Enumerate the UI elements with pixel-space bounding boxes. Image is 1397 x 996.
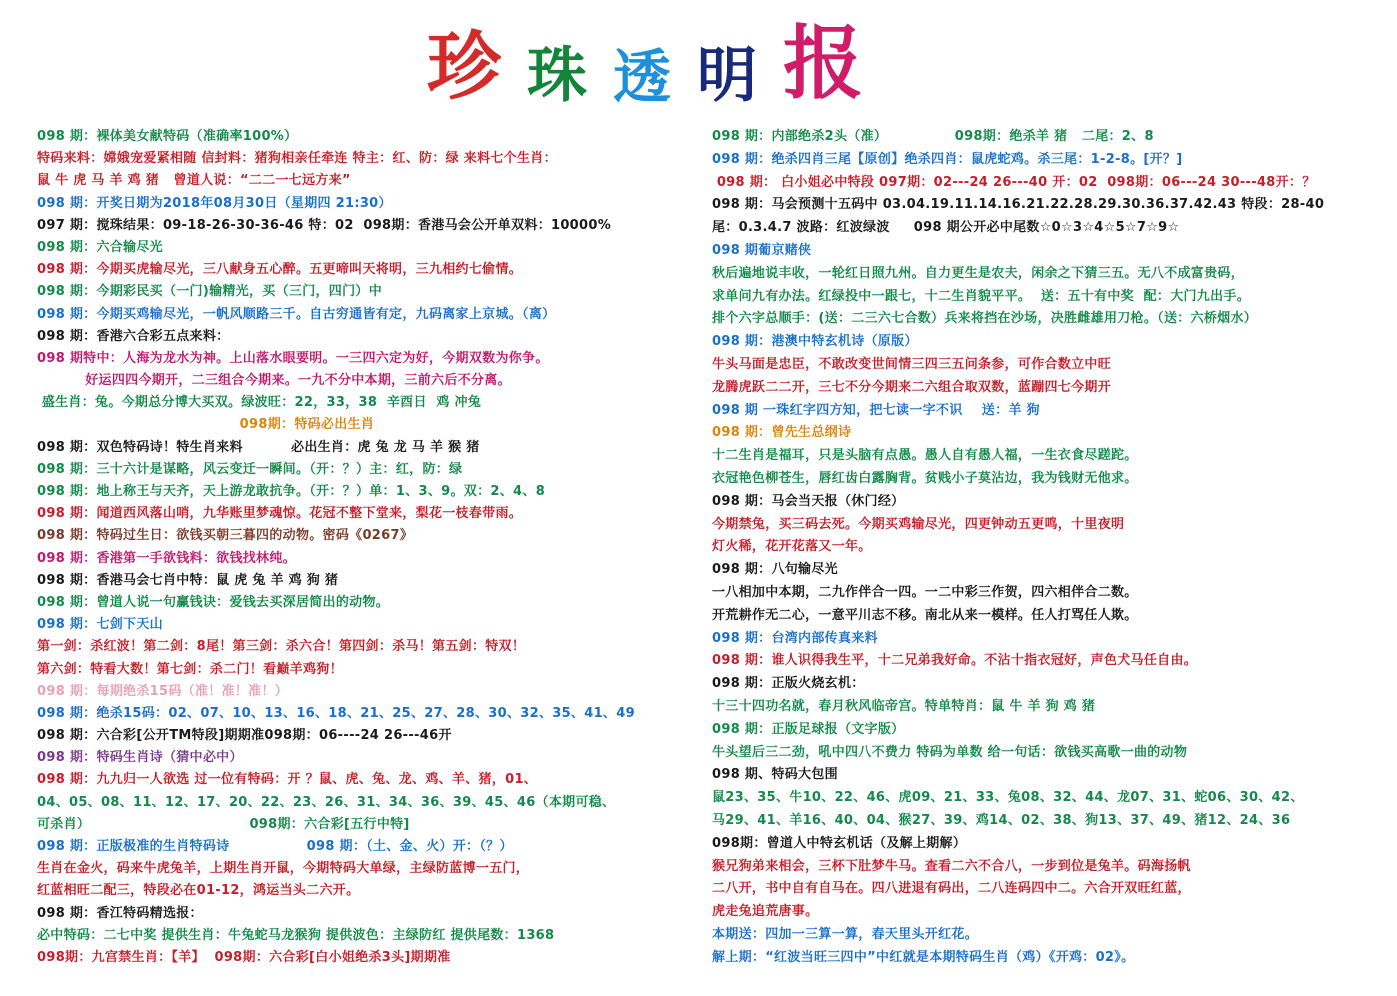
text-line: 098 期：香港马会七肖中特：鼠 虎 兔 羊 鸡 狗 猪 [37, 572, 339, 588]
right-column [712, 126, 1387, 969]
text-line: 098 期：双色特码诗！特生肖来料 必出生肖：虎 兔 龙 马 羊 猴 猪 [37, 439, 480, 455]
text-line: 尾：0.3.4.7 波路：红波绿波 098 期公开必中尾数☆0☆3☆4☆5☆7☆9☆ [712, 220, 1180, 236]
text-line: 098 期：马会预测十五码中 03.04.19.11.14.16.21.22.28.29.30.36.37.42.43 特段：28-40 [712, 197, 1325, 213]
text-line: 098 期：内部绝杀2头（准） 098期：绝杀羊 猪 二尾：2、8 [712, 129, 1154, 144]
text-line: 098 期 一珠红字四方知，把七读一字不识 送：羊 狗 [712, 402, 1040, 418]
text-line: 098期：九宫禁生肖：【羊】 098期：六合彩[白小姐绝杀3头]期期准 [37, 949, 451, 965]
text-line: 098 期：闻道西风落山哨，九华账里梦魂惊。花冠不整下堂来，梨花一枝春带雨。 [37, 506, 523, 522]
text-line: 排个六字总顺手：(送：二三六七合数）兵来将挡在沙场，决胜雌雄用刀枪。（送：六桥烟水） [712, 311, 1258, 327]
text-line: 十三十四功名就，春月秋风临帝宫。特单特肖：鼠 牛 羊 狗 鸡 猪 [712, 698, 1096, 714]
text-line: 098 期葡京赌侠 [712, 242, 812, 258]
text-line: 098 期特中：人海为龙水为神。上山落水眼要明。一三四六定为好，今期双数为你争。 [37, 350, 549, 366]
text-line: 今期禁兔，买三码去死。今期买鸡输尽光，四更钟动五更鸣，十里夜明 [712, 516, 1125, 532]
text-line: 098 期：绝杀四肖三尾【原创】绝杀四肖：鼠虎蛇鸡。杀三尾：1-2-8。[开？] [712, 151, 1183, 167]
text-line: 二八开，书中自有自马在。四八进退有码出，二八连码四中二。六合开双旺红蓝， [712, 881, 1191, 897]
text-line: 特码来料：嫦娥宠爱紧相随 信封料：猪狗相亲任牵连 特主：红、防：绿 来料七个生肖： [37, 151, 557, 167]
text-line: 第一剑：杀红波！第二剑：8尾！第三剑：杀六合！第四剑：杀马！第五剑：特双！ [37, 639, 526, 655]
text-line: 盛生肖：兔。今期总分博大买双。绿波旺：22，33，38 辛酉日 鸡 冲兔 [37, 395, 482, 411]
text-line: 098 期：七剑下天山 [37, 617, 163, 633]
text-line: 十二生肖是福耳，只是头脑有点愚。愚人自有愚人福，一生衣食尽蹉跎。 [712, 448, 1138, 464]
text-line: 龙腾虎跃二二开，三七不分今期来二六组合取双数，蓝蹦四七今期开 [712, 379, 1112, 395]
text-line: 098 期：香港六合彩五点来料： [37, 328, 230, 344]
title-char: 透 [612, 43, 671, 111]
text-line: 098 期：开奖日期为2018年08月30日（星期四 21:30） [37, 195, 392, 211]
text-line: 098 期：三十六计是谋略，风云变迁一瞬间。（开：？）主：红，防：绿 [37, 461, 463, 477]
text-line: 牛头望后三二劲，吼中四八不费力 特码为单数 给一句话：欲钱买高歌一曲的动物 [712, 744, 1188, 760]
text-line: 必中特码：二七中奖 提供生肖：牛兔蛇马龙猴狗 提供波色：主绿防红 提供尾数：1368 [37, 927, 555, 943]
text-line: 一八相加中本期，二九作伴合一四。一二中彩三作贺，四六相伴合二数。 [712, 584, 1138, 600]
text-line: 本期送：四加一三算一算，春天里头开红花。 [712, 926, 979, 942]
text-line: 097 期：搅珠结果：09-18-26-30-36-46 特：02 098期：香港马会公开单双料：10000% [37, 217, 612, 233]
text-line: 098 期：九九归一人欲选 过一位有特码：开 ？鼠、虎、兔、龙、鸡、羊、猪，01、 [37, 772, 538, 788]
text-line: 098 期：正版火烧玄机： [712, 676, 865, 692]
left-column [37, 126, 677, 969]
text-line: 098 期：曾先生总纲诗 [712, 425, 852, 441]
text-line: 04、05、08、11、12、17、20、22、23、26、31、34、36、39、45、46（本期可稳、 [37, 794, 616, 810]
text-line: 098 期：正版极准的生肖特码诗 098 期：（土、金、火）开：（？） [37, 839, 513, 854]
text-line: 098 期：绝杀15码：02、07、10、13、16、18、21、25、27、28、30、32、35、41、49 [37, 705, 635, 721]
text-line: 098期：曾道人中特玄机话（及解上期解） [712, 835, 967, 851]
text-line: 098 期： 白小姐必中特段 097期：02---24 26---40 开：02 098期：06---24 30---48开：？ [712, 174, 1316, 190]
text-line: 098 期：正版足球报（文字版） [712, 721, 905, 737]
text-line: 衣冠艳色柳苍生，唇红齿白露胸背。贫贱小子莫沾边，我为钱财无他求。 [712, 470, 1138, 486]
text-line: 求单问九有办法。红绿投中一跟七，十二生肖貌平平。 送：五十有中奖 配：大门九出手。 [712, 288, 1251, 304]
text-line: 098 期：特码过生日：欲钱买朝三暮四的动物。密码《0267》 [37, 528, 414, 544]
text-line: 解上期：“红波当旺三四中”中红就是本期特码生肖（鸡）《开鸡：02》。 [712, 949, 1135, 965]
text-line: 098 期：六合输尽光 [37, 239, 163, 255]
text-line: 第六剑：特看大数！第七剑：杀二门！看巅羊鸡狗！ [37, 661, 343, 677]
text-line: 098 期：谁人识得我生平，十二兄弟我好命。不沾十指衣冠好，声色犬马任自由。 [712, 653, 1198, 669]
title-char: 报 [783, 16, 863, 110]
text-line: 098 期：八句输尽光 [712, 562, 838, 578]
text-line: 098 期：香江特码精选报： [37, 905, 203, 921]
text-line: 098 期：港澳中特玄机诗（原版） [712, 334, 918, 350]
text-line: 098 期：台湾内部传真来料 [712, 630, 878, 646]
text-line: 098 期：曾道人说一句赢钱诀：爱钱去买深居简出的动物。 [37, 594, 390, 610]
text-line: 生肖在金火，码来牛虎兔羊，上期生肖开鼠，今期特码大单绿，主绿防蓝博一五门， [37, 861, 530, 877]
text-line: 鼠23、35、牛10、22、46、虎09、21、33、兔08、32、44、龙07、31、蛇06、30、42、 [712, 790, 1304, 806]
title-char: 明 [697, 41, 757, 111]
text-line: 098 期：马会当天报（休门经） [712, 493, 905, 509]
text-line: 098 期：香港第一手欲钱料：欲钱找林纯。 [37, 550, 296, 566]
text-line: 可杀肖） 098期：六合彩[五行中特] [37, 816, 410, 832]
text-line: 虎走兔追荒唐事。 [712, 904, 819, 920]
text-line: 开荒耕作无二心，一意平川志不移。南北从来一模样。任人打骂任人欺。 [712, 607, 1138, 623]
text-line: 098期：特码必出生肖 [37, 417, 375, 433]
text-line: 098 期：六合彩[公开TM特段]期期准098期：06----24 26---46开 [37, 728, 452, 744]
text-line: 猴兄狗弟来相会，三杯下肚梦牛马。查看二六不合八，一步到位是兔羊。码海扬帆 [712, 858, 1191, 874]
text-line: 098 期：今期买鸡输尽光，一帆风顺路三千。自古穷通皆有定，九码离家上京城。（离） [37, 306, 556, 322]
text-line: 098 期：特码生肖诗（猜中必中） [37, 750, 243, 766]
text-line: 098 期：今期买虎输尽光，三八献身五心醉。五更啼叫天将明，三九相约七偷情。 [37, 262, 523, 278]
text-line: 马29、41、羊16、40、04、猴27、39、鸡14、02、38、狗13、37、49、猪12、24、36 [712, 812, 1291, 828]
text-line: 098 期：裸体美女献特码（准确率100%） [37, 129, 298, 144]
text-line: 秋后遍地说丰收，一轮红日照九州。自力更生是农夫，闲余之下猜三五。无八不成富贵码， [712, 265, 1245, 281]
text-line: 灯火稀，花开花落又一年。 [712, 539, 872, 555]
page-title [0, 16, 1290, 114]
text-line: 红蓝相旺二配三，特段必在01-12，鸿运当头二六开。 [37, 883, 360, 899]
text-line: 098 期：今期彩民买（一门)输精光，买（三门，四门）中 [37, 284, 383, 300]
title-char: 珠 [526, 41, 587, 111]
text-line: 牛头马面是忠臣，不敢改变世间情三四三五问条参，可作合数立中旺 [712, 356, 1112, 372]
title-char: 珍 [426, 24, 501, 110]
text-line: 鼠 牛 虎 马 羊 鸡 猪 曾道人说：“二二一七远方来” [37, 173, 351, 189]
text-line: 098 期：地上称王与天齐，天上游龙敢抗争。（开：？）单：1、3、9。双：2、4、8 [37, 484, 546, 499]
text-line: 098 期、特码大包围 [712, 767, 838, 783]
text-line: 098 期：每期绝杀15码（准！准！准！） [37, 683, 289, 699]
text-line: 好运四四今期开，二三组合今期来。一九不分中本期，三前六后不分离。 [37, 373, 511, 389]
